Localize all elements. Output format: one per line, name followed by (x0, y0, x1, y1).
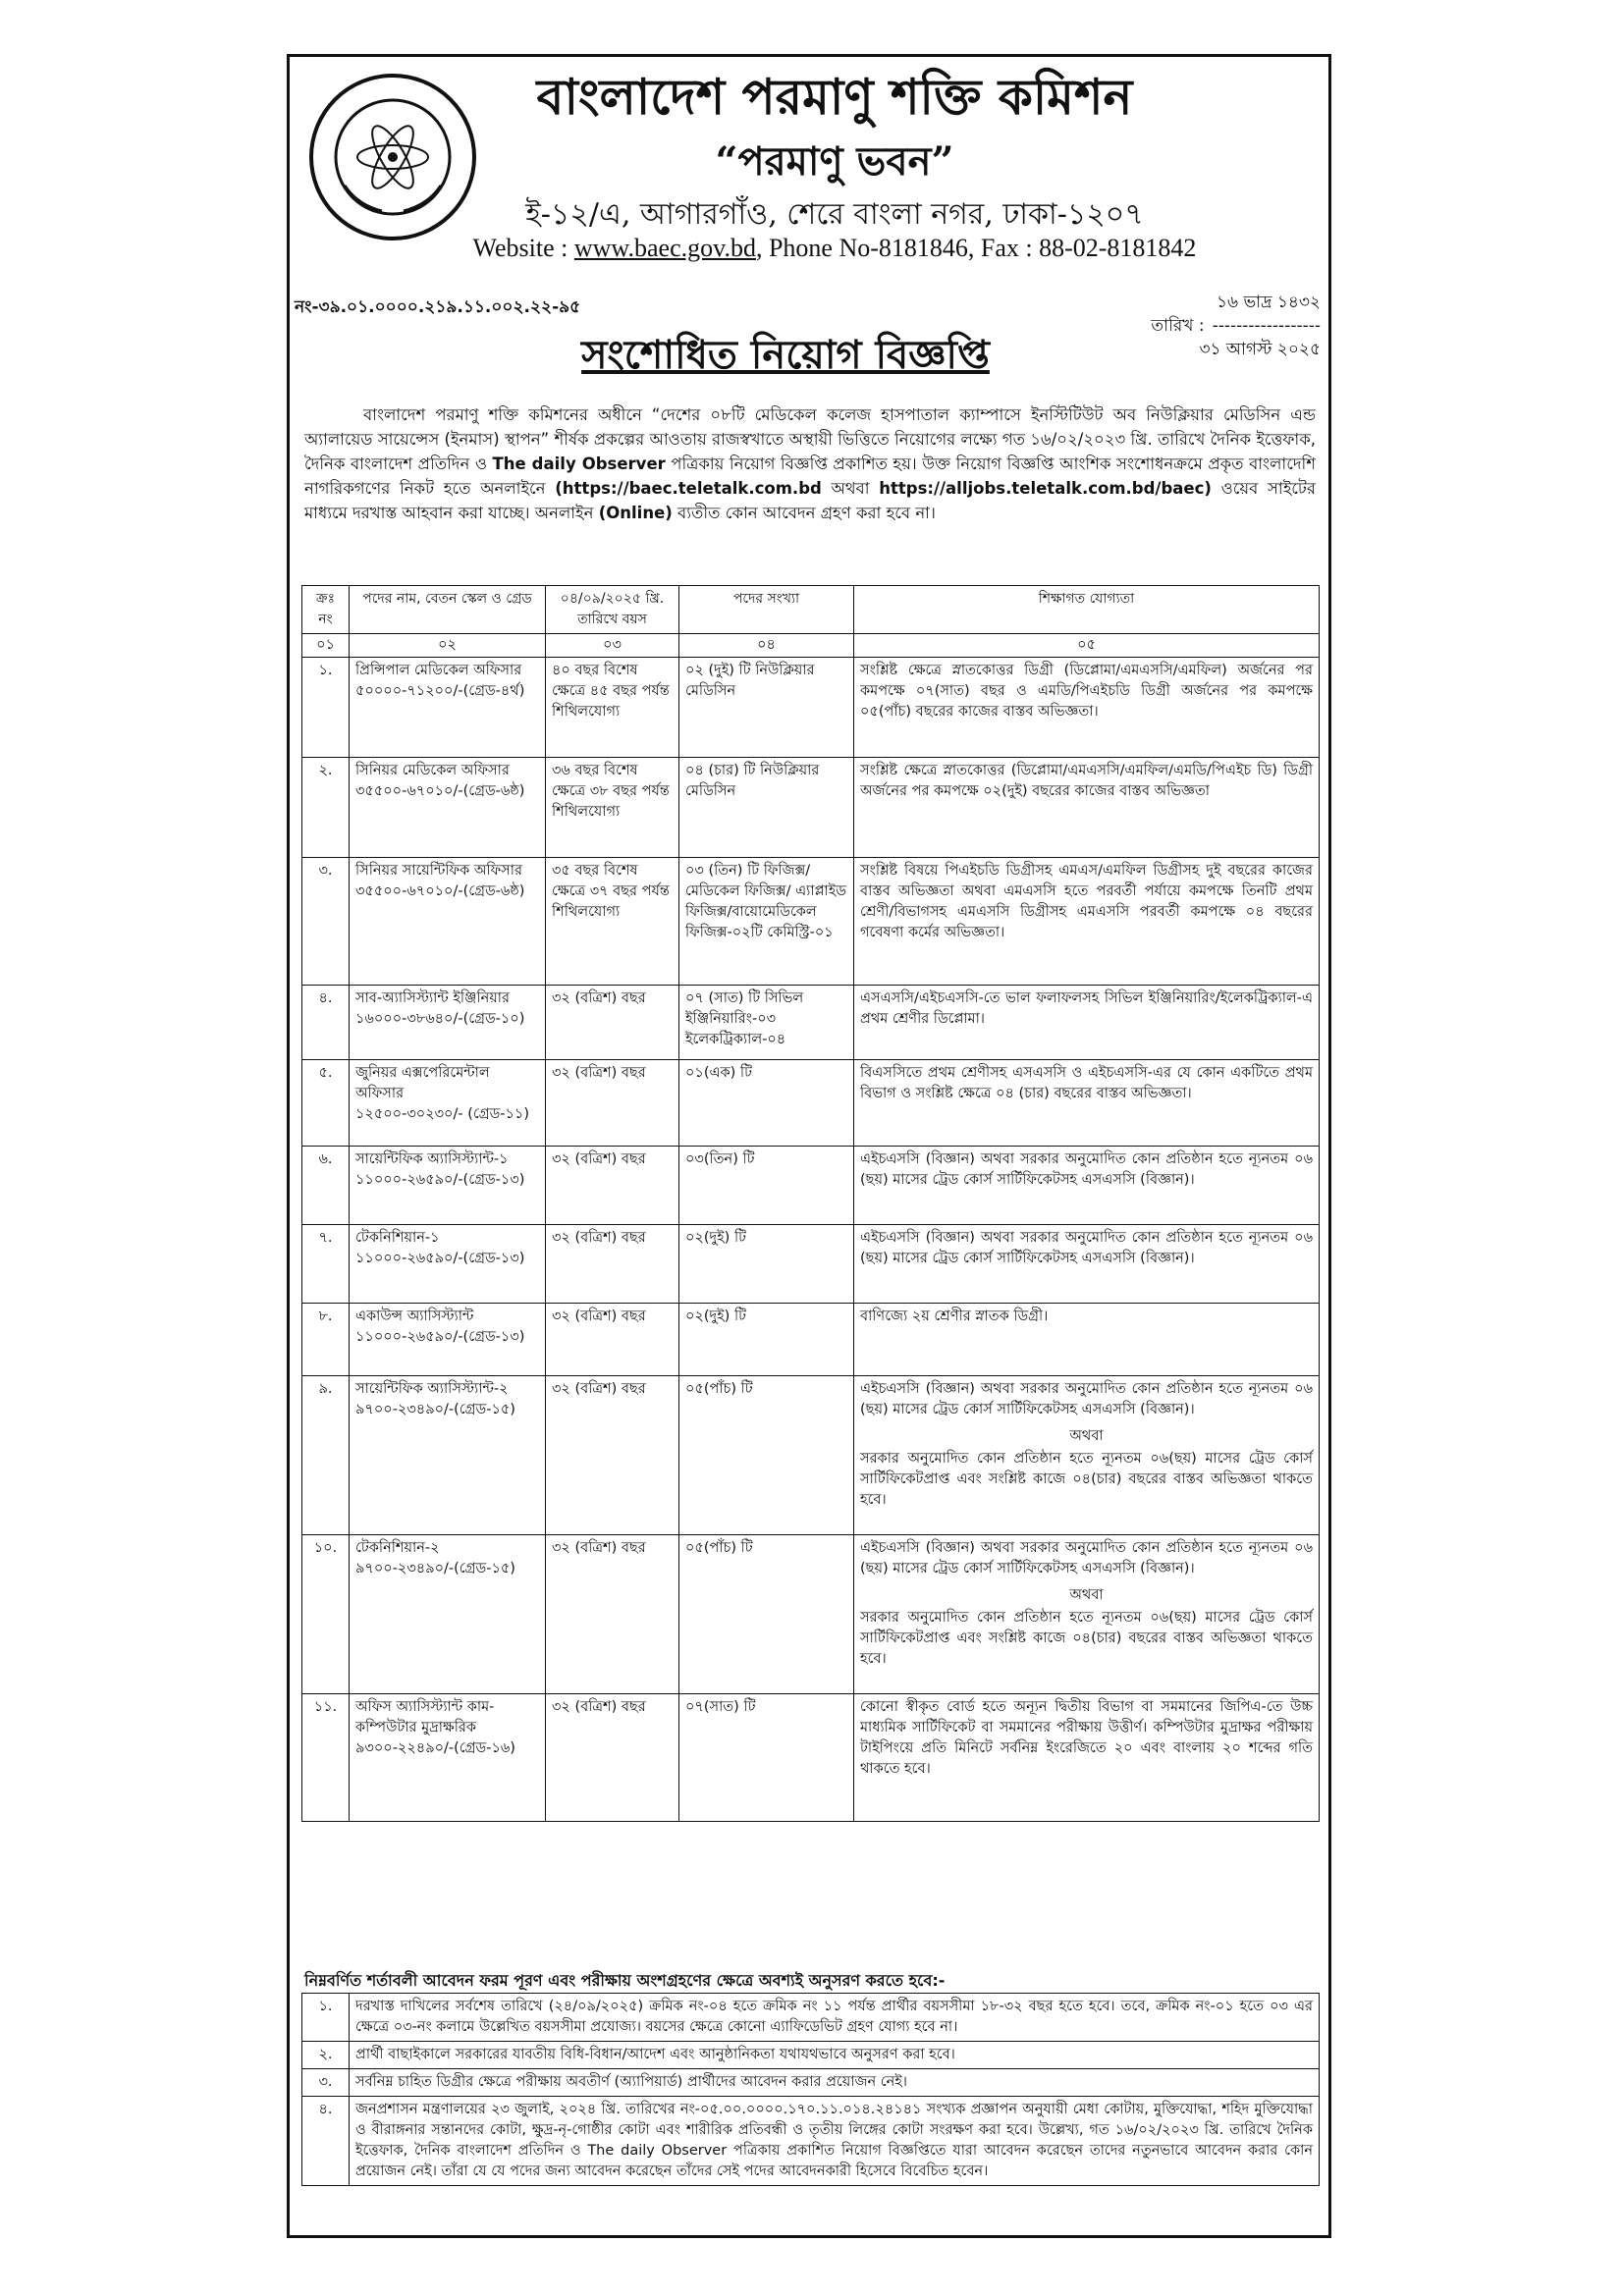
qualification-text: সংশ্লিষ্ট ক্ষেত্রে স্নাতকোত্তর ডিগ্রী (ডিপ্লোমা/এমএসসি/এমফিল) অর্জনের পর কমপক্ষে ০৭(সাত) বছর ও এমডি/পিএইচডি ডিগ্রী অর্জনের পর কমপক্ষে ০৫(পাঁচ) বছরের কাজের বাস্তব অভিজ্ঞতা। (860, 663, 1313, 720)
table-row (302, 1535, 1320, 1694)
post-name: একাউন্স অ্যাসিস্ট্যান্ট (355, 1308, 474, 1324)
post-name: প্রিন্সিপাল মেডিকেল অফিসার (355, 663, 522, 678)
qualification-cell (854, 1694, 1320, 1822)
col-number: ০১ (302, 634, 350, 658)
condition-text: সর্বনিম্ন চাহিত ডিগ্রীর ক্ষেত্রে পরীক্ষায় অবতীর্ণ (অ্যাপিয়ার্ড) প্রার্থীদের আবেদন করার প্রয়োজন নেই। (350, 2069, 1320, 2097)
count-cell: ০৩ (তিন) টি ফিজিক্স/মেডিকেল ফিজিক্স/ এ্যাপ্লাইড ফিজিক্স/বায়োমেডিকেল ফিজিক্স-০২টি কেমিস্ট্রি-০১ (679, 858, 854, 986)
post-name: সায়েন্টিফিক অ্যাসিস্ট্যান্ট-১ (355, 1151, 509, 1167)
memo-number: নং-৩৯.০১.০০০০.২১৯.১১.০০২.২২-৯৫ (295, 297, 581, 317)
table-row (302, 1304, 1320, 1376)
condition-text: দরখাস্ত দাখিলের সর্বশেষ তারিখে (২৪/০৯/২০২৫) ক্রমিক নং-০৪ হতে ক্রমিক নং ১১ পর্যন্ত প্রার্থীর বয়সসীমা ১৮-৩২ বছর হতে হবে। তবে, ক্রমিক নং-০১ হতে ০৩ এর ক্ষেত্রে ০৩-নং কলামে উল্লেখিত বয়সসীমা প্রযোজ্য। বয়সের ক্ষেত্রে কোনো এ্যাফিডেভিট গ্রহণ যোগ্য হবে না। (350, 1994, 1320, 2042)
phone-fax: , Phone No-8181846, Fax : 88-02-8181842 (755, 234, 1197, 262)
age-cell: ৩২ (বত্রিশ) বছর (546, 1225, 679, 1304)
qualification-text: এসএসসি/এইচএসসি-তে ভাল ফলাফলসহ সিভিল ইঞ্জিনিয়ারিং/ইলেকট্রিক্যাল-এ প্রথম শ্রেণীর ডিপ্লোমা। (860, 990, 1313, 1027)
count-cell: ০৩(তিন) টি (679, 1147, 854, 1225)
post-cell (350, 1304, 546, 1376)
qualification-text: এইচএসসি (বিজ্ঞান) অথবা সরকার অনুমোদিত কোন প্রতিষ্ঠান হতে ন্যূনতম ০৬ (ছয়) মাসের ট্রেড কোর্স সার্টিফিকেটসহ এসএসসি (বিজ্ঞান)। (860, 1381, 1313, 1417)
col-number: ০২ (350, 634, 546, 658)
pay-scale: ১১০০০-২৬৫৯০/-(গ্রেড-১৩) (355, 1251, 525, 1266)
apply-link-2[interactable]: https://alljobs.teletalk.com.bd/baec) (879, 479, 1212, 498)
serial-cell: ৭. (302, 1225, 350, 1304)
age-cell: ৩৫ বছর বিশেষ ক্ষেত্রে ৩৭ বছর পর্যন্ত শিথিলযোগ্য (546, 858, 679, 986)
table-row (302, 1060, 1320, 1147)
serial-cell: ৮. (302, 1304, 350, 1376)
count-cell: ০১(এক) টি (679, 1060, 854, 1147)
table-row (302, 1694, 1320, 1822)
qualification-text: কোনো স্বীকৃত বোর্ড হতে অন্যূন দ্বিতীয় বিভাগ বা সমমানের জিপিএ-তে উচ্চ মাধ্যমিক সার্টিফিকেট বা সমমানের পরীক্ষায় উত্তীর্ণ। কম্পিউটার মুদ্রাক্ষর পরীক্ষায় টাইপিংয়ে প্রতি মিনিটে সর্বনিম্ন ইংরেজিতে ২০ এবং বাংলায় ২০ শব্দের গতি থাকতে হবে। (860, 1699, 1313, 1777)
post-cell (350, 1376, 546, 1535)
table-row (302, 986, 1320, 1060)
apply-link-1[interactable]: (https://baec.teletalk.com.bd (555, 479, 822, 498)
serial-cell: ৪. (302, 986, 350, 1060)
age-cell: ৩২ (বত্রিশ) বছর (546, 1376, 679, 1535)
col-number: ০৩ (546, 634, 679, 658)
vacancy-table (301, 585, 1320, 1822)
condition-number: ১. (302, 1994, 350, 2042)
post-cell (350, 1694, 546, 1822)
serial-cell: ২. (302, 758, 350, 858)
condition-row (302, 1994, 1320, 2042)
post-cell (350, 858, 546, 986)
serial-cell: ৬. (302, 1147, 350, 1225)
atom-icon (313, 78, 472, 237)
qualification-cell (854, 1060, 1320, 1147)
serial-cell: ৯. (302, 1376, 350, 1535)
qualification-cell (854, 658, 1320, 758)
org-name-heading: বাংলাদেশ পরমাণু শক্তি কমিশন (536, 68, 1133, 126)
pay-scale: ৩৫৫০০-৬৭০১০/-(গ্রেড-৬ষ্ঠ) (355, 783, 525, 799)
post-name: জুনিয়র এক্সপেরিমেন্টাল অফিসার (355, 1065, 490, 1101)
date-english: ৩১ আগস্ট ২০২৫ (1199, 340, 1321, 359)
serial-cell: ৩. (302, 858, 350, 986)
baec-seal-logo (309, 74, 476, 240)
date-bangla: ১৬ ভাদ্র ১৪৩২ (1217, 293, 1321, 312)
post-name: সিনিয়র সায়েন্টিফিক অফিসার (355, 863, 522, 879)
qualification-cell (854, 986, 1320, 1060)
intro-text-4: ব্যতীত কোন আবেদন গ্রহণ করা হবে না। (672, 504, 936, 522)
header-age: ০৪/০৯/২০২৫ খ্রি. তারিখে বয়স (546, 586, 679, 634)
post-name: সাব-অ্যাসিস্ট্যান্ট ইঞ্জিনিয়ার (355, 990, 510, 1006)
header-post: পদের নাম, বেতন স্কেল ও গ্রেড (350, 586, 546, 634)
condition-number: ২. (302, 2042, 350, 2069)
intro-text-2: পত্রিকায় নিয়োগ বিজ্ঞপ্তি প্রকাশিত হয়। উক্ত নিয়োগ বিজ্ঞপ্তি আংশিক সংশোধনক্রমে প্রকৃত বাংলাদেশি নাগরিকগণের নিকট হতে অনলাইনে (304, 454, 1317, 498)
or-word: অথবা (1069, 1587, 1104, 1603)
vacancy-rows (302, 658, 1320, 1822)
count-cell: ০২(দুই) টি (679, 1304, 854, 1376)
qualification-cell (854, 1304, 1320, 1376)
org-address: ই-১২/এ, আগারগাঁও, শেরে বাংলা নগর, ঢাকা-১২০৭ (525, 197, 1144, 232)
serial-cell: ১১. (302, 1694, 350, 1822)
post-cell (350, 986, 546, 1060)
qualification-alt-text: সরকার অনুমোদিত কোন প্রতিষ্ঠান হতে ন্যূনতম ০৬(ছয়) মাসের ট্রেড কোর্স সার্টিফিকেটপ্রাপ্ত এবং সংশ্লিষ্ট কাজে ০৪(চার) বছরের বাস্তব অভিজ্ঞতা থাকতে হবে। (860, 1610, 1313, 1667)
pay-scale: ৫০০০০-৭১২০০/-(গ্রেড-৪র্থ) (355, 683, 525, 699)
intro-text-3: ওয়েব সাইটের মাধ্যমে দরখাস্ত আহবান করা যাচ্ছে। অনলাইন (304, 479, 1316, 522)
qualification-cell (854, 1535, 1320, 1694)
col-number: ০৫ (854, 634, 1320, 658)
table-row (302, 858, 1320, 986)
pay-scale: ৯৭০০-২৩৪৯০/-(গ্রেড-১৫) (355, 1561, 515, 1576)
post-cell (350, 758, 546, 858)
column-number-row (302, 634, 1320, 658)
header-count: পদের সংখ্যা (679, 586, 854, 634)
count-cell: ০২(দুই) টি (679, 1225, 854, 1304)
pay-scale: ১১০০০-২৬৫৯০/-(গ্রেড-১৩) (355, 1329, 525, 1345)
website-label: Website : (472, 234, 574, 262)
pay-scale: ১৬০০০-৩৮৬৪০/-(গ্রেড-১০) (355, 1011, 525, 1027)
observer-name: The daily Observer (492, 454, 666, 473)
pay-scale: ৯৭০০-২৩৪৯০/-(গ্রেড-১৫) (355, 1402, 515, 1417)
post-cell (350, 1147, 546, 1225)
post-name: সিনিয়র মেডিকেল অফিসার (355, 763, 510, 778)
conditions-rows (302, 1994, 1320, 2186)
qualification-cell (854, 1147, 1320, 1225)
qualification-text: এইচএসসি (বিজ্ঞান) অথবা সরকার অনুমোদিত কোন প্রতিষ্ঠান হতে ন্যূনতম ০৬ (ছয়) মাসের ট্রেড কোর্স সার্টিফিকেটসহ এসএসসি (বিজ্ঞান)। (860, 1230, 1313, 1266)
serial-cell: ১. (302, 658, 350, 758)
intro-or: অথবা (821, 479, 880, 498)
condition-number: ৪. (302, 2097, 350, 2186)
post-cell (350, 1060, 546, 1147)
post-name: সায়েন্টিফিক অ্যাসিস্ট্যান্ট-২ (355, 1381, 509, 1397)
count-cell: ০৫(পাঁচ) টি (679, 1535, 854, 1694)
age-cell: ৩২ (বত্রিশ) বছর (546, 1147, 679, 1225)
qualification-text: এইচএসসি (বিজ্ঞান) অথবা সরকার অনুমোদিত কোন প্রতিষ্ঠান হতে ন্যূনতম ০৬ (ছয়) মাসের ট্রেড কোর্স সার্টিফিকেটসহ এসএসসি (বিজ্ঞান)। (860, 1151, 1313, 1188)
qualification-alt-text: সরকার অনুমোদিত কোন প্রতিষ্ঠান হতে ন্যূনতম ০৬(ছয়) মাসের ট্রেড কোর্স সার্টিফিকেটপ্রাপ্ত এবং সংশ্লিষ্ট কাজে ০৪(চার) বছরের বাস্তব অভিজ্ঞতা থাকতে হবে। (860, 1451, 1313, 1508)
date-label: তারিখ : (1151, 316, 1205, 336)
count-cell: ০২ (দুই) টি নিউক্লিয়ার মেডিসিন (679, 658, 854, 758)
table-row (302, 758, 1320, 858)
date-dots: ------------------ (1212, 316, 1321, 336)
age-cell: ৪০ বছর বিশেষ ক্ষেত্রে ৪৫ বছর পর্যন্ত শিথিলযোগ্য (546, 658, 679, 758)
qualification-cell (854, 758, 1320, 858)
qualification-cell (854, 858, 1320, 986)
count-cell: ০৪ (চার) টি নিউক্লিয়ার মেডিসিন (679, 758, 854, 858)
condition-text: জনপ্রশাসন মন্ত্রণালয়ের ২৩ জুলাই, ২০২৪ খ্রি. তারিখের নং-০৫.০০.০০০০.১৭০.১১.০১৪.২৪১৪১ সংখ্যক প্রজ্ঞাপন অনুযায়ী মেধা কোটায়, মুক্তিযোদ্ধা, শহিদ মুক্তিযোদ্ধা ও বীরাঙ্গনার সন্তানদের কোটা, ক্ষুদ্র-নৃ-গোষ্ঠীর কোটা এবং শারীরিক প্রতিবন্ধী ও তৃতীয় লিঙ্গের কোটা সংরক্ষণ করা হবে। উল্লেখ্য, গত ১৬/০২/২০২৩ খ্রি. তারিখে দৈনিক ইত্তেফাক, দৈনিক বাংলাদেশ প্রতিদিন ও The daily Observer পত্রিকায় প্রকাশিত নিয়োগ বিজ্ঞপ্তিতে যারা আবেদন করেছেন তাদের নতুনভাবে আবেদন করার কোন প্রয়োজন নেই। তাঁরা যে যে পদের জন্য আবেদন করেছেন তাঁদের সেই পদের আবেদনকারী হিসেবে বিবেচিত হবেন। (350, 2097, 1320, 2186)
intro-paragraph (304, 402, 1316, 525)
table-header-row (302, 586, 1320, 634)
qualification-text: বাণিজ্যে ২য় শ্রেণীর স্নাতক ডিগ্রী। (860, 1308, 1049, 1324)
condition-text: প্রার্থী বাছাইকালে সরকারের যাবতীয় বিধি-বিধান/আদেশ এবং আনুষ্ঠানিকতা যথাযথভাবে অনুসরণ করা হবে। (350, 2042, 1320, 2069)
age-cell: ৩২ (বত্রিশ) বছর (546, 1535, 679, 1694)
age-cell: ৩২ (বত্রিশ) বছর (546, 1694, 679, 1822)
post-name: অফিস অ্যাসিস্ট্যান্ট কাম-কম্পিউটার মুদ্রাক্ষরিক (355, 1699, 495, 1735)
count-cell: ০৭(সাত) টি (679, 1694, 854, 1822)
count-cell: ০৭ (সাত) টি সিভিল ইঞ্জিনিয়ারিং-০৩ ইলেকট্রিক্যাল-০৪ (679, 986, 854, 1060)
post-cell (350, 658, 546, 758)
intro-text-1: বাংলাদেশ পরমাণু শক্তি কমিশনের অধীনে “দেশের ০৮টি মেডিকেল কলেজ হাসপাতাল ক্যাম্পাসে ইনস্টিটিউট অব নিউক্লিয়ার মেডিসিন এন্ড অ্যালায়েড সায়েন্সেস (ইনমাস) স্থাপন” শীর্ষক প্রকল্পের আওতায় রাজস্বখাতে অস্থায়ী ভিত্তিতে নিয়োগের লক্ষ্যে গত ১৬/০২/২০২৩ খ্রি. তারিখে দৈনিক ইত্তেফাক, দৈনিক বাংলাদেশ প্রতিদিন ও (304, 405, 1316, 473)
header-qualification: শিক্ষাগত যোগ্যতা (854, 586, 1320, 634)
qualification-text: সংশ্লিষ্ট বিষয়ে পিএইচডি ডিগ্রীসহ এমএস/এমফিল ডিগ্রীসহ দুই বছরের কাজের বাস্তব অভিজ্ঞতা অথবা এমএসসি হতে পরবর্তী পর্যায়ে কমপক্ষে তিনটি প্রথম শ্রেণী/বিভাগসহ এমএসসি ডিগ্রীসহ এমএসসি পরবর্তী কমপক্ষে ০৪ বছরের গবেষণা কর্মের অভিজ্ঞতা। (860, 863, 1313, 940)
qualification-text: এইচএসসি (বিজ্ঞান) অথবা সরকার অনুমোদিত কোন প্রতিষ্ঠান হতে ন্যূনতম ০৬ (ছয়) মাসের ট্রেড কোর্স সার্টিফিকেটসহ এসএসসি (বিজ্ঞান)। (860, 1540, 1313, 1576)
qualification-cell (854, 1376, 1320, 1535)
qualification-text: সংশ্লিষ্ট ক্ষেত্রে স্নাতকোত্তর (ডিপ্লোমা/এমএসসি/এমফিল/এমডি/পিএইচ ডি) ডিগ্রী অর্জনের পর কমপক্ষে ০২(দুই) বছরের কাজের বাস্তব অভিজ্ঞতা (860, 763, 1313, 799)
table-row (302, 1376, 1320, 1535)
condition-row (302, 2097, 1320, 2186)
col-number: ০৪ (679, 634, 854, 658)
contact-line (432, 234, 1237, 263)
pay-scale: ১২৫০০-৩০২৩০/- (গ্রেড-১১) (355, 1106, 529, 1122)
post-cell (350, 1535, 546, 1694)
post-name: টেকনিশিয়ান-২ (355, 1540, 440, 1556)
serial-cell: ১০. (302, 1535, 350, 1694)
table-row (302, 1225, 1320, 1304)
condition-row (302, 2042, 1320, 2069)
count-cell: ০৫(পাঁচ) টি (679, 1376, 854, 1535)
or-word: অথবা (1069, 1428, 1104, 1444)
qualification-cell (854, 1225, 1320, 1304)
online-word: (Online) (598, 504, 673, 522)
notice-title: সংশোধিত নিয়োগ বিজ্ঞপ্তি (581, 332, 990, 378)
pay-scale: ১১০০০-২৬৫৯০/-(গ্রেড-১৩) (355, 1172, 525, 1188)
age-cell: ৩২ (বত্রিশ) বছর (546, 1060, 679, 1147)
condition-number: ৩. (302, 2069, 350, 2097)
pay-scale: ৩৫৫০০-৬৭০১০/-(গ্রেড-৬ষ্ঠ) (355, 883, 525, 899)
table-row (302, 1147, 1320, 1225)
qualification-text: বিএসসিতে প্রথম শ্রেণীসহ এসএসসি ও এইচএসসি-এর যে কোন একটিতে প্রথম বিভাগ ও সংশ্লিষ্ট ক্ষেত্রে ০৪ (চার) বছরের বাস্তব অভিজ্ঞতা। (860, 1065, 1313, 1101)
conditions-table (301, 1993, 1320, 2186)
condition-row (302, 2069, 1320, 2097)
age-cell: ৩৬ বছর বিশেষ ক্ষেত্রে ৩৮ বছর পর্যন্ত শিথিলযোগ্য (546, 758, 679, 858)
header-serial: ক্রঃ নং (302, 586, 350, 634)
post-name: টেকনিশিয়ান-১ (355, 1230, 440, 1246)
post-cell (350, 1225, 546, 1304)
pay-scale: ৯৩০০-২২৪৯০/-(গ্রেড-১৬) (355, 1740, 515, 1756)
website-link[interactable]: www.baec.gov.bd (573, 234, 756, 262)
age-cell: ৩২ (বত্রিশ) বছর (546, 986, 679, 1060)
age-cell: ৩২ (বত্রিশ) বছর (546, 1304, 679, 1376)
table-row (302, 658, 1320, 758)
serial-cell: ৫. (302, 1060, 350, 1147)
building-name: “পরমাণু ভবন” (715, 138, 954, 185)
conditions-heading: নিম্নবর্ণিত শর্তাবলী আবেদন ফরম পূরণ এবং পরীক্ষায় অংশগ্রহণের ক্ষেত্রে অবশ্যই অনুসরণ করতে হবে:- (304, 1971, 946, 1990)
date-block (1085, 291, 1321, 361)
